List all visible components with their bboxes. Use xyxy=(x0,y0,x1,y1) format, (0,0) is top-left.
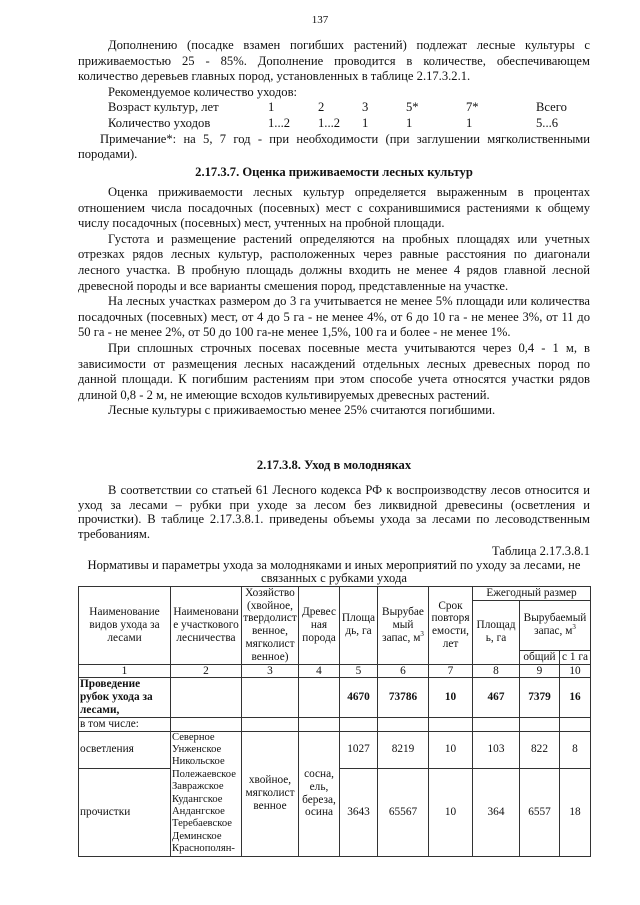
cell: сосна, ель, береза, осина xyxy=(299,731,340,856)
table-caption: Нормативы и параметры ухода за молодняками и иных мероприятий по уходу за лесами, не связанных с рубками ухода xyxy=(87,557,581,586)
cell: 3 xyxy=(362,100,369,115)
cell: Проведение рубок ухода за лесами, xyxy=(79,678,171,717)
cell: 5...6 xyxy=(536,115,559,130)
header-cell: общий xyxy=(520,650,560,664)
column-number: 2 xyxy=(171,664,242,678)
cell: 467 xyxy=(473,678,520,717)
column-number: 6 xyxy=(378,664,429,678)
cell: 8 xyxy=(560,731,591,768)
cell: 1 xyxy=(268,100,275,115)
table-row xyxy=(79,731,591,768)
paragraph: Дополнению (посадке взамен погибших растений) подлежат лесные культуры с приживаемостью 25 - 85%. Дополнение проводится в количестве, обеспечивающем количество деревьев главных пород, установленных в таблице 2.17.3.2.1. xyxy=(78,38,590,84)
care-count-table xyxy=(108,100,590,131)
header-cell: Площадь, га xyxy=(473,600,520,664)
header-cell: Площадь, га xyxy=(340,586,378,664)
cell: 1 xyxy=(362,115,369,130)
cell: 6557 xyxy=(520,768,560,856)
cell: Возраст культур, лет xyxy=(108,100,219,115)
column-number: 3 xyxy=(242,664,299,678)
column-number: 5 xyxy=(340,664,378,678)
paragraph: При сплошных строчных посевах посевные места учитываются через 0,4 - 1 м, в зависимости от размещения лесных насаждений отдельных лесных древесных пород по данной площади. К погибшим растениям при этом способе учета относятся участки рядов длиной 0,8 - 2 м, не имеющие всходов культивируемых древесных растений. xyxy=(78,340,590,402)
header-cell: с 1 га xyxy=(560,650,591,664)
cell: в том числе: xyxy=(79,717,171,731)
superscript: 3 xyxy=(572,623,576,632)
section-title: 2.17.3.8. Уход в молодняках xyxy=(256,458,412,472)
paragraph: Рекомендуемое количество уходов: xyxy=(108,84,298,99)
column-number: 7 xyxy=(429,664,473,678)
column-number: 10 xyxy=(560,664,591,678)
cell: 16 xyxy=(560,678,591,717)
cell: 103 xyxy=(473,731,520,768)
cell: 1 xyxy=(406,115,413,130)
cell: 8219 xyxy=(378,731,429,768)
intro-text xyxy=(78,38,590,180)
header-cell xyxy=(378,586,429,664)
cell: осветления xyxy=(79,731,171,768)
header-cell: Наименование участкового лесничества xyxy=(171,586,242,664)
section-title: 2.17.3.7. Оценка приживаемости лесных культур xyxy=(195,164,473,179)
header-cell: Хозяйство (хвойное, твердолиственное, мягколиственное) xyxy=(243,586,297,663)
cell: прочистки xyxy=(79,768,171,856)
paragraph: На лесных участках размером до 3 га учитывается не менее 5% площади или количества посадочных (посевных) мест, от 4 до 5 га - не менее 4%, от 6 до 10 га - не менее 3%, от 11 до 50 га - не менее 2%, от 50 до 100 га-не менее 1,5%, 100 га и более - не менее 1%. xyxy=(78,294,590,340)
cell: 4670 xyxy=(340,678,378,717)
table-row xyxy=(79,678,591,717)
section-care xyxy=(78,458,590,857)
header-cell: Ежегодный размер xyxy=(473,586,591,600)
note: Примечание*: на 5, 7 год - при необходимости (при заглушении мягколиственными породами). xyxy=(78,131,590,162)
paragraph: В соответствии со статьей 61 Лесного кодекса РФ к воспроизводству лесов относится и уход за лесами – рубки при уходе за лесом без ликвидной древесины (осветления и прочистки). В таблице 2.17.3.8.1. приведены объемы ухода за лесами по лесоводственным требованиям. xyxy=(78,482,590,542)
header-cell: Древесная порода xyxy=(299,586,340,664)
header-cell: Срок повторяемости, лет xyxy=(429,586,473,664)
cell: 10 xyxy=(429,768,473,856)
column-number: 1 xyxy=(79,664,171,678)
paragraph: Лесные культуры с приживаемостью менее 25% считаются погибшими. xyxy=(108,403,496,418)
cell: 1...2 xyxy=(268,115,291,130)
cell: 65567 xyxy=(378,768,429,856)
cell: 18 xyxy=(560,768,591,856)
table-number: Таблица 2.17.3.8.1 xyxy=(492,543,590,558)
table-row xyxy=(79,717,591,731)
cell: 7* xyxy=(466,100,479,115)
section-survival xyxy=(78,185,590,419)
care-table xyxy=(78,586,591,857)
header-text: Вырубаемый запас, м xyxy=(523,612,587,638)
paragraph: Оценка приживаемости лесных культур определяется выраженным в процентах отношением числа посадочных (посевных) мест с сохранившимися растениями к общему числу посадочных (посевных) мест, учтенных на пробной площади. xyxy=(78,185,590,231)
header-text: Вырубаемый запас, м xyxy=(382,605,424,644)
cell: 1027 xyxy=(340,731,378,768)
cell: хвойное, мягколиственное xyxy=(242,731,299,856)
superscript: 3 xyxy=(420,629,424,638)
cell: Северное Унженское Никольское Полежаевское Завражское Кудангское Андангское Теребаевское Деминское Краснополян- xyxy=(171,731,242,856)
cell: 3643 xyxy=(340,768,378,856)
cell: 1...2 xyxy=(318,115,341,130)
cell: 5* xyxy=(406,100,419,115)
column-number: 4 xyxy=(299,664,340,678)
cell: 10 xyxy=(429,731,473,768)
cell: Всего xyxy=(536,100,567,115)
cell: 73786 xyxy=(378,678,429,717)
column-number: 9 xyxy=(520,664,560,678)
cell: 2 xyxy=(318,100,325,115)
header-cell xyxy=(520,600,591,650)
cell: 364 xyxy=(473,768,520,856)
paragraph: Густота и размещение растений определяются на пробных площадях или учетных отрезках рядов лесных культур, расположенных через равные расстояния по диагонали лесного участка. В пробную площадь должны входить не менее 4 рядов главной лесной древесной породы и все варианты смешения пород, представленные на участке. xyxy=(78,231,590,293)
header-cell: Наименование видов ухода за лесами xyxy=(79,586,171,664)
cell: 822 xyxy=(520,731,560,768)
cell: 7379 xyxy=(520,678,560,717)
page-number: 137 xyxy=(311,14,329,26)
cell: 1 xyxy=(466,115,473,130)
cell: 10 xyxy=(429,678,473,717)
cell: Количество уходов xyxy=(108,115,211,130)
column-number: 8 xyxy=(473,664,520,678)
